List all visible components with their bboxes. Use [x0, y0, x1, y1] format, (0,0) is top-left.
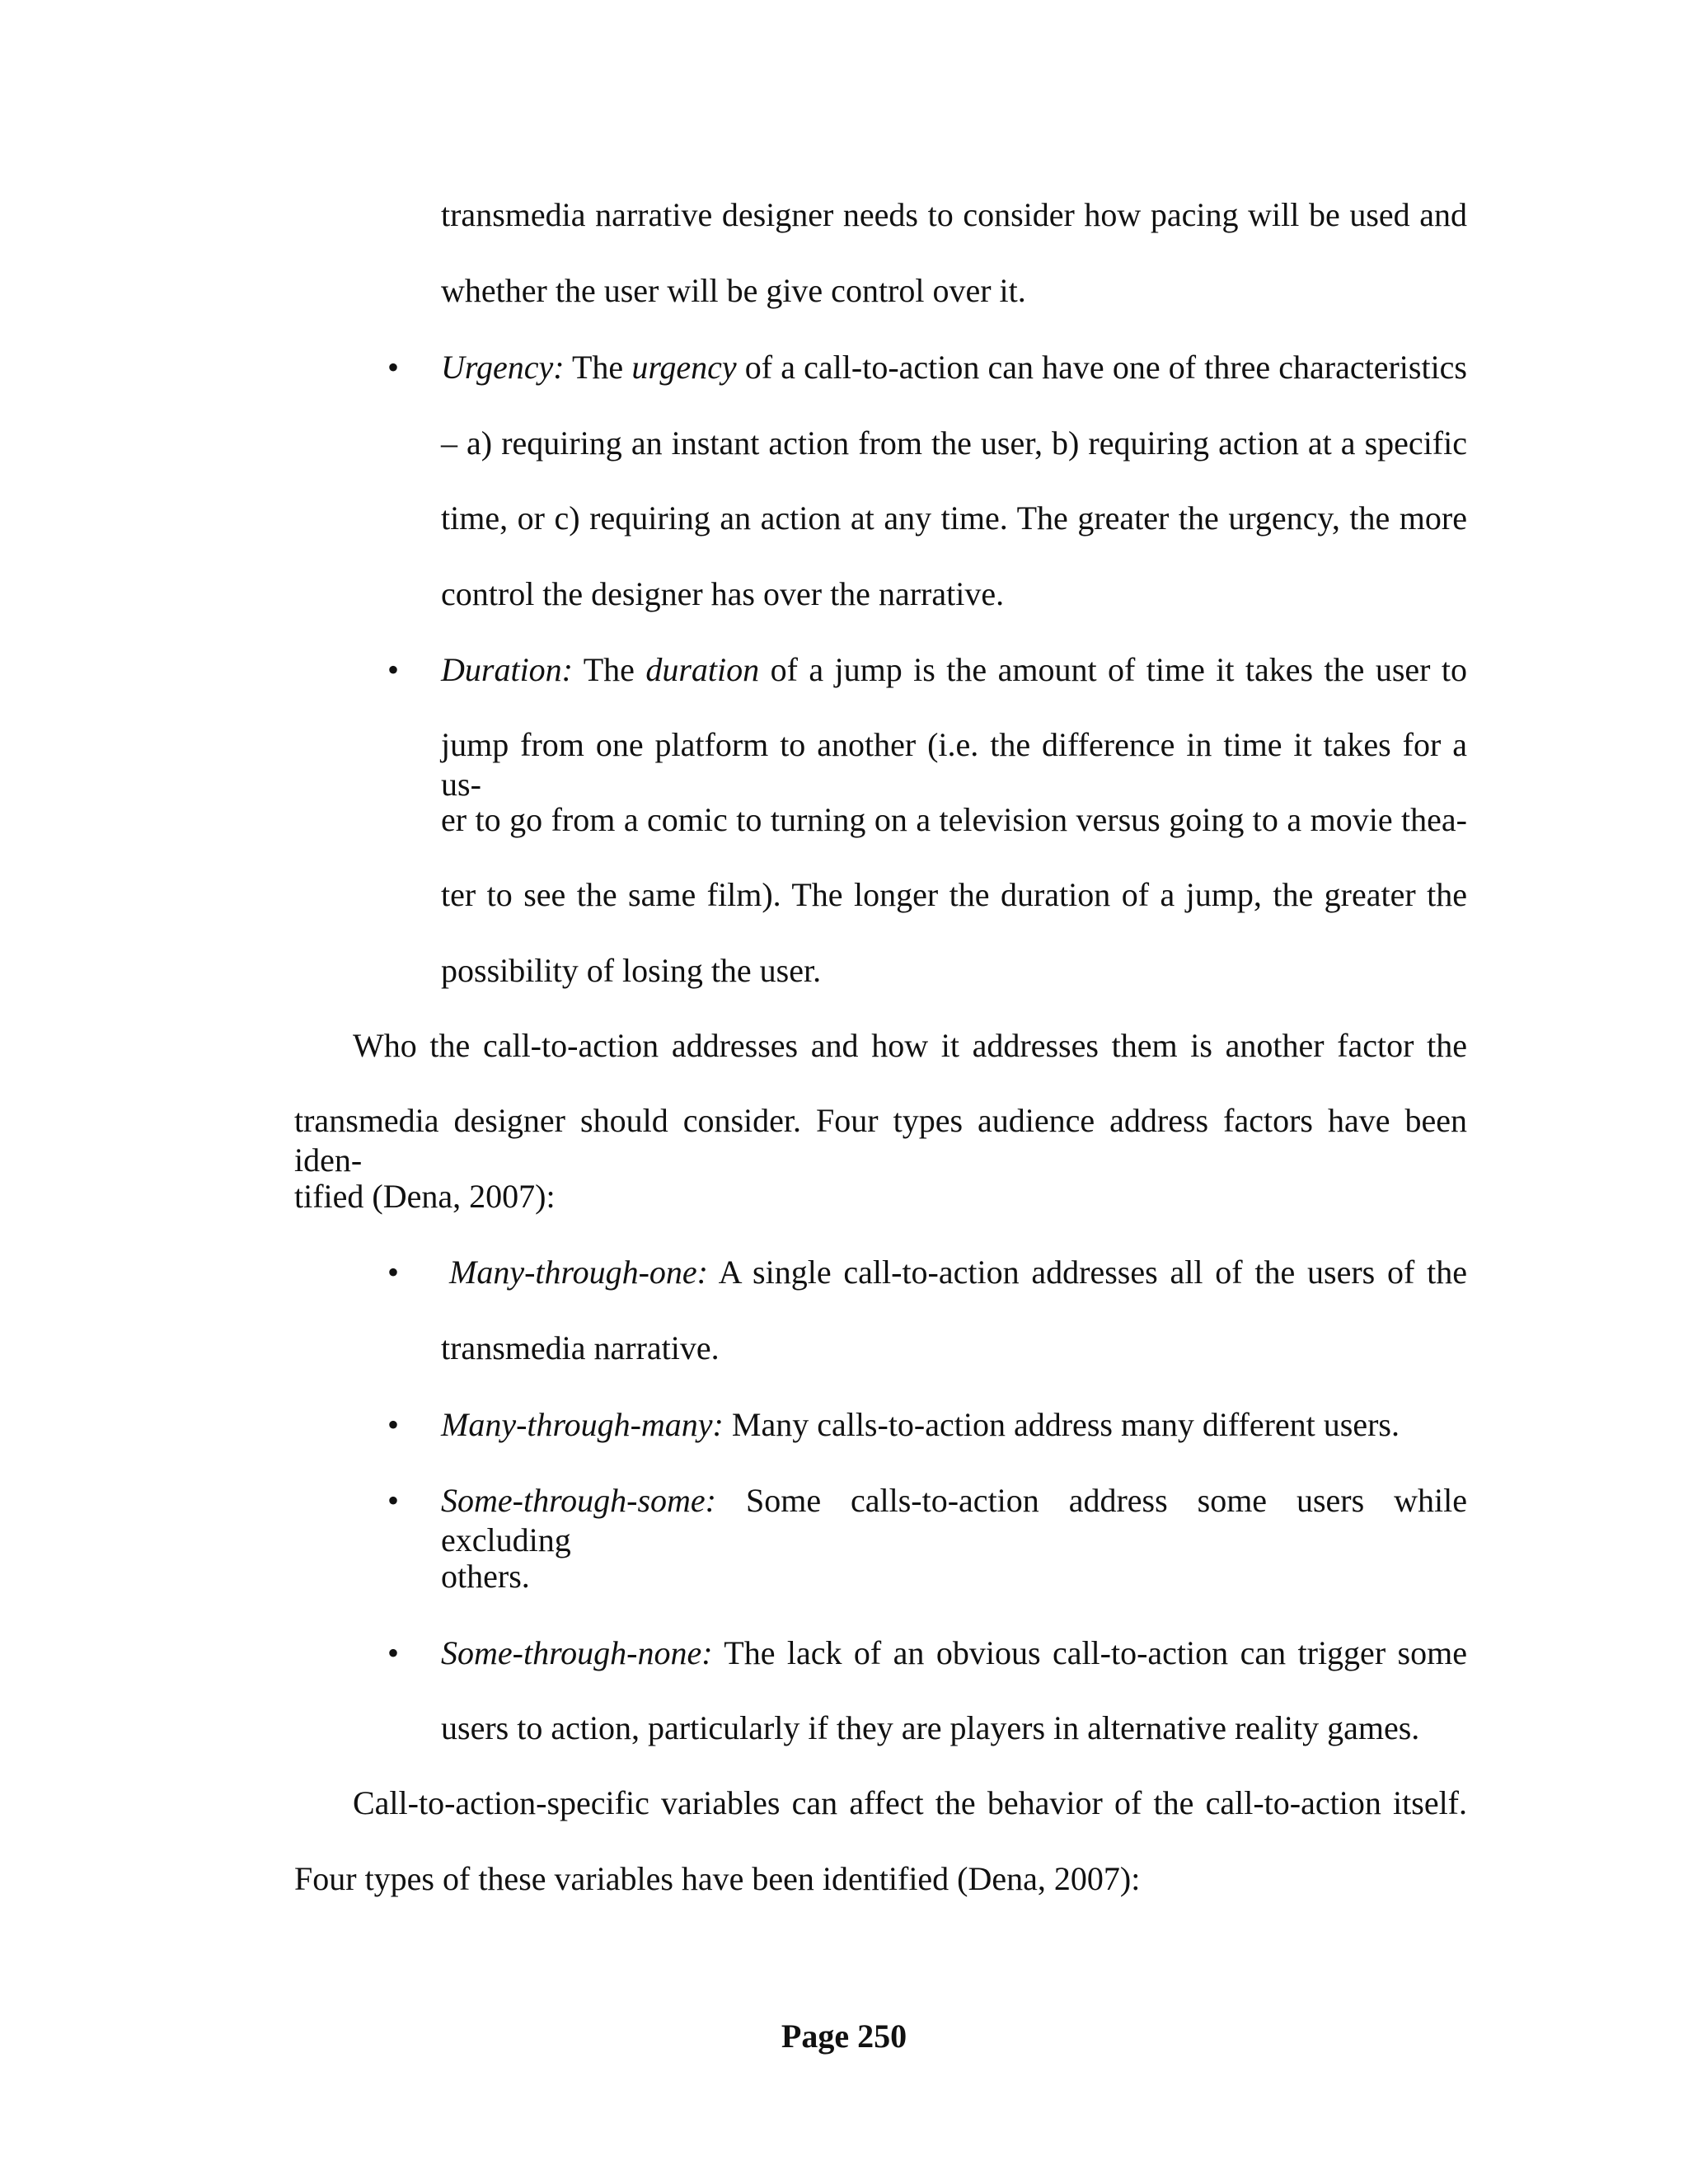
bullet-text: Many calls-to-action address many different users. — [731, 1406, 1400, 1443]
page-number: Page 250 — [781, 2018, 907, 2055]
bullet-item-duration — [441, 650, 1467, 690]
bullet-marker: • — [387, 651, 400, 688]
bullet-text: of a jump is the amount of time it takes the user to — [770, 651, 1468, 688]
bullet-marker: • — [387, 1482, 400, 1519]
paragraph-line: Call-to-action-specific variables can affect the behavior of the call-to-action itself. — [353, 1784, 1467, 1821]
text-line: – a) requiring an instant action from the user, b) requiring action at a specific — [441, 424, 1467, 462]
paragraph-line: transmedia designer should consider. Four types audience address factors have been iden- — [294, 1102, 1467, 1179]
bullet-item-some-through-some — [441, 1481, 1467, 1560]
text-line: users to action, particularly if they are players in alternative reality games. — [441, 1709, 1420, 1746]
paragraph-line: tified (Dena, 2007): — [294, 1178, 556, 1215]
bullet-text: of a call-to-action can have one of three characteristics — [744, 349, 1467, 386]
text-line: others. — [441, 1558, 530, 1595]
paragraph-line: Who the call-to-action addresses and how it addresses them is another factor the — [353, 1027, 1467, 1064]
bullet-term-inline: urgency — [631, 349, 737, 386]
bullet-text: The lack of an obvious call-to-action can trigger some — [724, 1634, 1467, 1671]
text-line: whether the user will be give control over it. — [441, 272, 1026, 309]
bullet-marker: • — [387, 1634, 400, 1671]
text-line: jump from one platform to another (i.e. the difference in time it takes for a us- — [441, 726, 1467, 803]
bullet-term: Many-through-many: — [441, 1406, 724, 1443]
bullet-term: Duration: — [441, 651, 573, 688]
bullet-text: The — [583, 651, 635, 688]
bullet-text: A single call-to-action addresses all of the users of the — [718, 1254, 1468, 1291]
bullet-text: The — [571, 349, 624, 386]
text-line: ter to see the same film). The longer the duration of a jump, the greater the — [441, 876, 1467, 913]
bullet-term: Urgency: — [441, 349, 565, 386]
text-line: transmedia narrative. — [441, 1329, 720, 1366]
bullet-item-many-through-many — [441, 1405, 1467, 1445]
bullet-marker: • — [387, 1254, 400, 1291]
bullet-item-some-through-none — [441, 1633, 1467, 1673]
text-line: time, or c) requiring an action at any time. The greater the urgency, the more — [441, 499, 1467, 537]
bullet-term: Some-through-none: — [441, 1634, 713, 1671]
text-line: transmedia narrative designer needs to consider how pacing will be used and — [441, 196, 1467, 233]
bullet-item-many-through-one — [441, 1253, 1467, 1292]
text-line: possibility of losing the user. — [441, 952, 822, 989]
text-line: er to go from a comic to turning on a television versus going to a movie thea- — [441, 801, 1467, 838]
text-line: control the designer has over the narrative. — [441, 575, 1005, 612]
bullet-term-inline: duration — [645, 651, 760, 688]
bullet-item-urgency — [441, 348, 1467, 387]
bullet-marker: • — [387, 349, 400, 386]
bullet-text: Some calls-to-action address some users while excluding — [441, 1482, 1467, 1558]
bullet-term: Some-through-some: — [441, 1482, 717, 1519]
bullet-term: Many-through-one: — [449, 1254, 708, 1291]
bullet-marker: • — [387, 1406, 400, 1443]
paragraph-line: Four types of these variables have been identified (Dena, 2007): — [294, 1860, 1141, 1897]
